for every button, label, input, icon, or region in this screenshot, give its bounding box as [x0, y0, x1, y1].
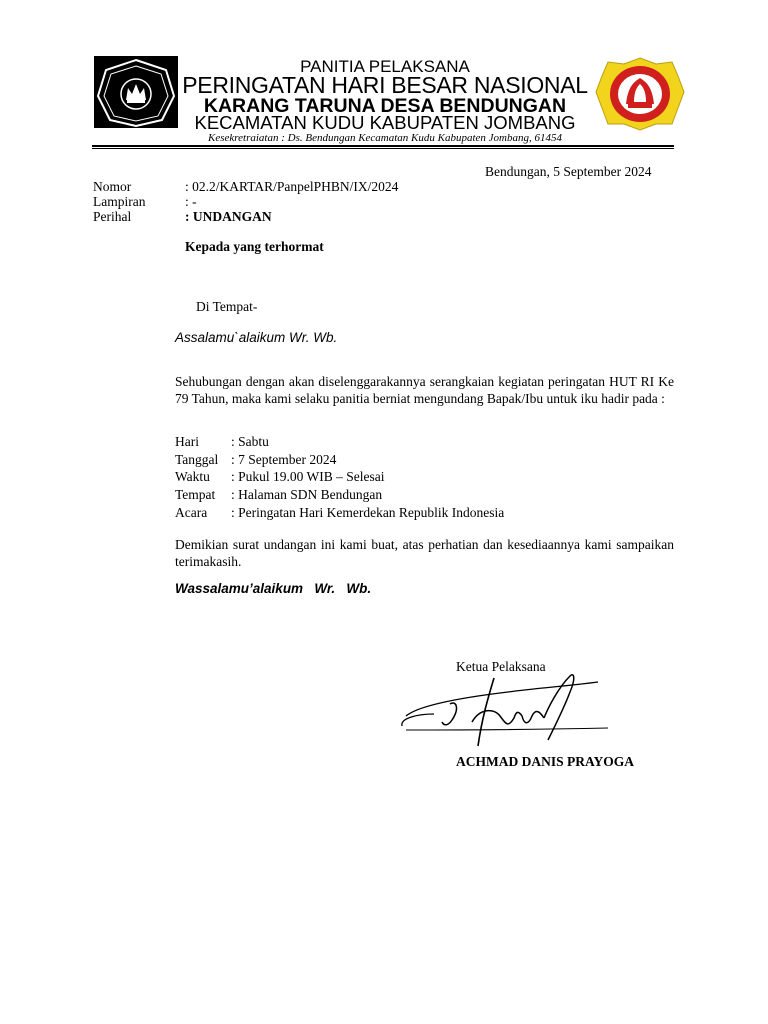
detail-label-tempat: Tempat — [175, 487, 216, 502]
detail-label-acara: Acara — [175, 505, 208, 520]
recipient-line: Kepada yang terhormat — [185, 239, 324, 254]
detail-value-hari: : Sabtu — [231, 434, 269, 449]
letterhead-rule — [92, 145, 674, 147]
closing-paragraph: Demikian surat undangan ini kami buat, atas perhatian dan kesediaannya kami sampaikan terimakasih. — [175, 537, 674, 569]
letterhead-line-4: KECAMATAN KUDU KABUPATEN JOMBANG — [194, 112, 576, 133]
letterhead-line-3: KARANG TARUNA DESA BENDUNGAN — [203, 95, 567, 117]
detail-value-waktu: : Pukul 19.00 WIB – Selesai — [231, 469, 385, 484]
signature-title: Ketua Pelaksana — [456, 659, 546, 674]
meta-label-perihal: Perihal — [93, 209, 132, 224]
detail-value-tempat: : Halaman SDN Bendungan — [231, 487, 383, 502]
meta-label-nomor: Nomor — [93, 179, 132, 194]
letter-date: Bendungan, 5 September 2024 — [485, 164, 652, 179]
detail-value-tanggal: : 7 September 2024 — [231, 452, 337, 467]
meta-label-lampiran: Lampiran — [93, 194, 146, 209]
handwritten-signature — [398, 668, 612, 756]
signatory-name: ACHMAD DANIS PRAYOGA — [456, 754, 635, 769]
greeting: Assalamu`alaikum Wr. Wb. — [175, 330, 338, 345]
letterhead-address: Kesekretraiatan : Ds. Bendungan Kecamatan Kudu Kabupaten Jombang, 61454 — [208, 132, 562, 144]
meta-value-nomor: : 02.2/KARTAR/PanpelPHBN/IX/2024 — [185, 179, 399, 194]
meta-value-perihal: : UNDANGAN — [185, 209, 272, 224]
intro-paragraph: Sehubungan dengan akan diselenggarakannya serangkaian kegiatan peringatan HUT RI Ke 79 Tahun, maka kami selaku panitia berniat mengundang Bapak/Ibu untuk iku hadir pada : — [175, 374, 674, 406]
letterhead-rule-thin — [92, 148, 674, 149]
detail-label-waktu: Waktu — [175, 469, 210, 484]
farewell: Wassalamu’alaikum Wr. Wb. — [175, 581, 372, 596]
meta-value-lampiran: : - — [185, 194, 197, 209]
detail-label-tanggal: Tanggal — [175, 452, 219, 467]
karang-taruna-logo — [94, 56, 178, 128]
letterhead-line-1: PANITIA PELAKSANA — [300, 57, 470, 76]
place-line: Di Tempat- — [196, 299, 258, 314]
letterhead-line-2: PERINGATAN HARI BESAR NASIONAL — [182, 72, 588, 98]
detail-label-hari: Hari — [175, 434, 199, 449]
karang-taruna-seal-logo — [594, 56, 686, 132]
detail-value-acara: : Peringatan Hari Kemerdekan Republik Indonesia — [231, 505, 505, 520]
